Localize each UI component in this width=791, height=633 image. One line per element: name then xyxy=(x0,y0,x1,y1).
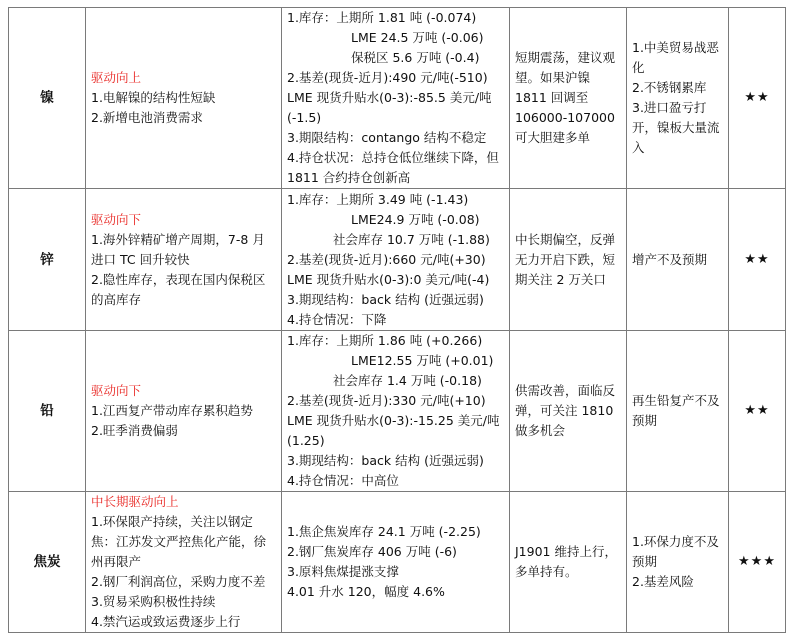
risk-item: 3.进口盈亏打开，镍板大量流入 xyxy=(632,100,720,155)
commodity-name: 锌 xyxy=(9,189,86,331)
data-line: 2.基差(现货-近月):660 元/吨(+30) xyxy=(287,251,486,267)
data-cell xyxy=(282,331,510,492)
driver-factor: 2.钢厂利润高位，采购力度不差 xyxy=(91,574,266,589)
data-line: 4.持仓情况：中高位 xyxy=(287,473,399,488)
driver-factor: 1.江西复产带动库存累积趋势 xyxy=(91,403,253,418)
data-line: 3.期现结构：back 结构 (近强远弱) xyxy=(287,453,484,468)
data-cell xyxy=(282,8,510,189)
driver-factor: 1.环保限产持续，关注以钢定焦：江苏发文严控焦化产能，徐州再限产 xyxy=(91,514,267,569)
table-row xyxy=(9,189,786,331)
data-line: 4.01 升水 120，幅度 4.6% xyxy=(287,584,445,599)
risk-item: 2.不锈钢累库 xyxy=(632,80,707,95)
strategy-cell: 中长期偏空，反弹无力开启下跌，短期关注 2 万关口 xyxy=(510,189,627,331)
data-line: 3.原料焦煤提涨支撑 xyxy=(287,564,399,579)
data-line: 保税区 5.6 万吨 (-0.4) xyxy=(351,50,480,65)
driver-cell xyxy=(86,8,282,189)
risk-item: 1.环保力度不及预期 xyxy=(632,534,719,569)
data-line: LME12.55 万吨 (+0.01) xyxy=(351,353,494,368)
data-line: LME24.9 万吨 (-0.08) xyxy=(351,211,480,227)
risk-item: 再生铅复产不及预期 xyxy=(632,393,720,428)
data-line: 2.钢厂焦炭库存 406 万吨 (-6) xyxy=(287,544,457,559)
strategy-cell: 供需改善，面临反弹，可关注 1810 做多机会 xyxy=(510,331,627,492)
driver-factor: 2.隐性库存，表现在国内保税区的高库存 xyxy=(91,271,266,307)
data-line: 2.基差(现货-近月):490 元/吨(-510) xyxy=(287,70,488,85)
driver-direction: 驱动向上 xyxy=(91,70,142,85)
driver-factor: 1.海外锌精矿增产周期，7-8 月进口 TC 回升较快 xyxy=(91,231,265,267)
risk-cell xyxy=(627,331,729,492)
data-line: 1.库存：上期所 3.49 吨 (-1.43) xyxy=(287,191,469,207)
table-row xyxy=(9,331,786,492)
data-line: 3.期限结构：contango 结构不稳定 xyxy=(287,130,487,145)
strategy-cell: 短期震荡，建议观望。如果沪镍 1811 回调至 106000-107000 可大胆建多单 xyxy=(510,8,627,189)
risk-cell xyxy=(627,189,729,331)
data-line: 1.库存：上期所 1.81 吨 (-0.074) xyxy=(287,10,477,25)
driver-factor: 1.电解镍的结构性短缺 xyxy=(91,90,216,105)
data-line: LME 24.5 万吨 (-0.06) xyxy=(351,30,484,45)
driver-cell xyxy=(86,492,282,633)
risk-cell xyxy=(627,8,729,189)
driver-cell xyxy=(86,331,282,492)
driver-factor: 2.旺季消费偏弱 xyxy=(91,423,178,438)
data-line: 2.基差(现货-近月):330 元/吨(+10) xyxy=(287,393,486,408)
driver-factor: 4.禁汽运或致运费逐步上行 xyxy=(91,614,241,629)
driver-factor: 3.贸易采购积极性持续 xyxy=(91,594,216,609)
data-line: 社会库存 10.7 万吨 (-1.88) xyxy=(333,231,490,247)
data-line: LME 现货升贴水(0-3):-85.5 美元/吨(-1.5) xyxy=(287,90,492,125)
data-line: 3.期现结构：back 结构 (近强远弱) xyxy=(287,291,484,307)
driver-factor: 2.新增电池消费需求 xyxy=(91,110,203,125)
data-cell xyxy=(282,492,510,633)
risk-item: 2.基差风险 xyxy=(632,574,694,589)
risk-cell xyxy=(627,492,729,633)
commodity-analysis-table xyxy=(8,7,786,633)
risk-item: 增产不及预期 xyxy=(632,251,708,267)
commodity-name: 铅 xyxy=(9,331,86,492)
data-line: 4.持仓情况：下降 xyxy=(287,311,387,327)
strategy-cell: J1901 维持上行，多单持有。 xyxy=(510,492,627,633)
commodity-name: 镍 xyxy=(9,8,86,189)
driver-direction: 驱动向下 xyxy=(91,383,142,398)
data-line: 1.库存：上期所 1.86 吨 (+0.266) xyxy=(287,333,483,348)
risk-item: 1.中美贸易战恶化 xyxy=(632,40,719,75)
data-line: 社会库存 1.4 万吨 (-0.18) xyxy=(333,373,482,388)
data-line: LME 现货升贴水(0-3):0 美元/吨(-4) xyxy=(287,271,490,287)
table-row xyxy=(9,492,786,633)
star-rating: ★★ xyxy=(729,8,786,189)
data-cell xyxy=(282,189,510,331)
commodity-name: 焦炭 xyxy=(9,492,86,633)
data-line: LME 现货升贴水(0-3):-15.25 美元/吨(1.25) xyxy=(287,413,500,448)
driver-direction: 中长期驱动向上 xyxy=(91,494,179,509)
data-line: 4.持仓状况：总持仓低位继续下降，但 1811 合约持仓创新高 xyxy=(287,150,499,185)
driver-direction: 驱动向下 xyxy=(91,211,142,227)
table-row xyxy=(9,8,786,189)
driver-cell xyxy=(86,189,282,331)
star-rating: ★★ xyxy=(729,189,786,331)
star-rating: ★★ xyxy=(729,331,786,492)
star-rating: ★★★ xyxy=(729,492,786,633)
data-line: 1.焦企焦炭库存 24.1 万吨 (-2.25) xyxy=(287,524,481,539)
